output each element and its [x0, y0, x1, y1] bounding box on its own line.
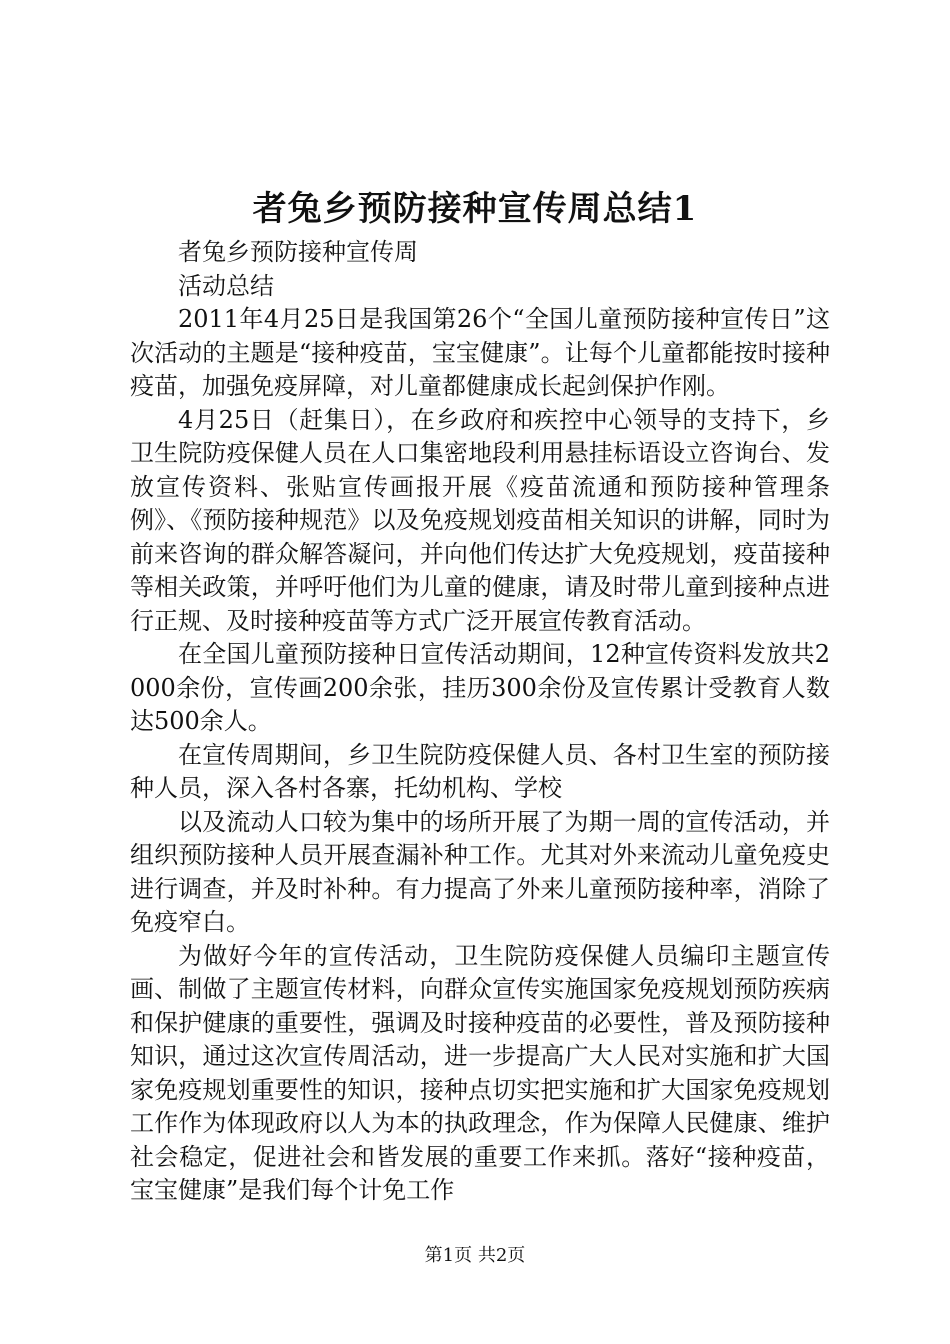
paragraph-preparation: 为做好今年的宣传活动，卫生院防疫保健人员编印主题宣传画、制做了主题宣传材料，向群众宣传实施国家免疫规划预防疾病和保护健康的重要性，强调及时接种疫苗的必要性，普及预防接种知识，通过这次宣传周活动，进一步提高广大人民对实施和扩大国家免疫规划重要性的知识，接种点切实把实施和扩大国家免疫规划工作作为体现政府以人为本的执政理念，作为保障人民健康、维护社会稳定，促进社会和皆发展的重要工作来抓。落好“接种疫苗，宝宝健康”是我们每个计免工作	[130, 941, 830, 1204]
paragraph-event-day: 4月25日（赶集日），在乡政府和疾控中心领导的支持下，乡卫生院防疫保健人员在人口集密地段利用悬挂标语设立咨询台、发放宣传资料、张贴宣传画报开展《疫苗流通和预防接种管理条例》、《预防接种规范》以及免疫规划疫苗相关知识的讲解，同时为前来咨询的群众解答凝问，并向他们传达扩大免疫规划，疫苗接种等相关政策，并呼吁他们为儿童的健康，请及时带儿童到接种点进行正规、及时接种疫苗等方式广泛开展宣传教育活动。	[130, 405, 830, 635]
document-body	[130, 236, 830, 1208]
page-footer: 第1页 共2页	[424, 1245, 526, 1266]
paragraph-subtitle-line-1: 者兔乡预防接种宣传周	[178, 238, 418, 266]
paragraph-intro: 2011年4月25日是我国第26个“全国儿童预防接种宣传日”这次活动的主题是“接种疫苗，宝宝健康”。让每个儿童都能按时接种疫苗，加强免疫屏障，对儿童都健康成长起剑保护作刚。	[130, 305, 830, 400]
paragraph-outreach: 在宣传周期间，乡卫生院防疫保健人员、各村卫生室的预防接种人员，深入各村各寨，托幼机构、学校	[130, 740, 830, 802]
paragraph-mobile-population: 以及流动人口较为集中的场所开展了为期一周的宣传活动，并组织预防接种人员开展查漏补种工作。尤其对外来流动儿童免疫史进行调查，并及时补种。有力提高了外来儿童预防接种率，消除了免疫窄白。	[130, 807, 830, 936]
paragraph-statistics: 在全国儿童预防接种日宣传活动期间，12种宣传资料发放共2000余份，宣传画200余张，挂历300余份及宣传累计受教育人数达500余人。	[130, 640, 830, 735]
document-title: 者兔乡预防接种宣传周总结1	[252, 189, 698, 229]
paragraph-subtitle-line-2: 活动总结	[178, 271, 274, 300]
